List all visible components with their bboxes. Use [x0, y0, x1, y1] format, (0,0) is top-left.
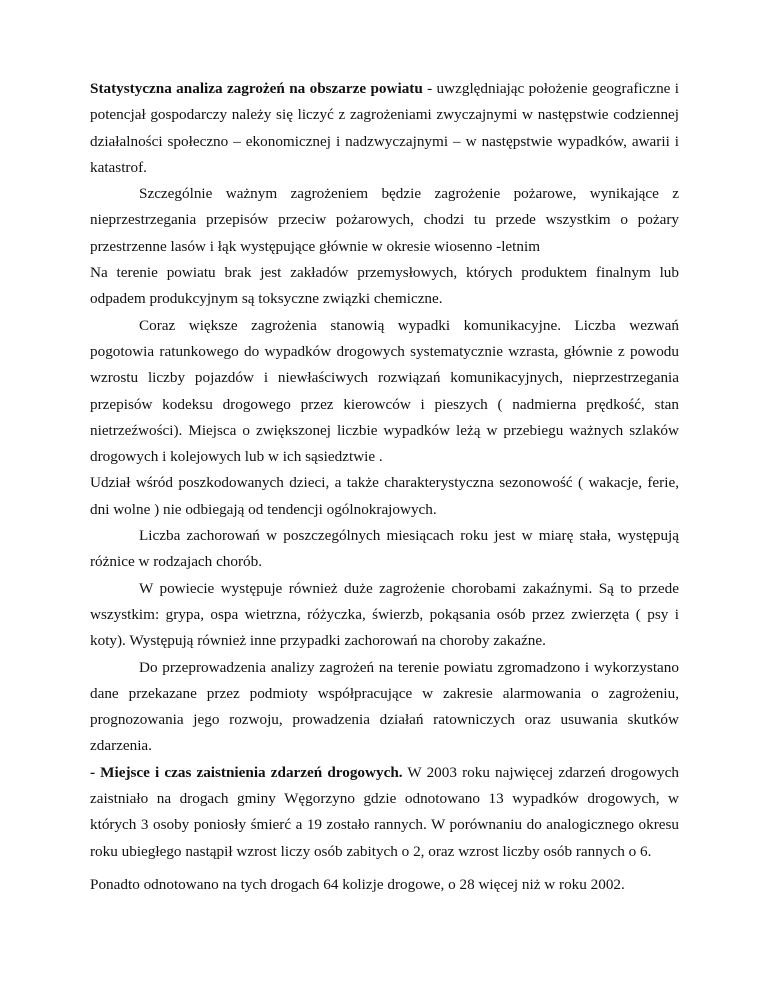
- paragraph-illness-rate: Liczba zachorowań w poszczególnych miesiącach roku jest w miarę stała, występują różnice w rodzajach chorób.: [90, 527, 679, 571]
- paragraph-children-seasonality: Udział wśród poszkodowanych dzieci, a także charakterystyczna sezonowość ( wakacje, ferie, dni wolne ) nie odbiegają od tendencji ogólnokrajowych.: [90, 474, 679, 518]
- section-heading-threat-analysis: Statystyczna analiza zagrożeń na obszarze powiatu: [90, 80, 423, 97]
- paragraph-traffic-accidents: Coraz większe zagrożenia stanowią wypadki komunikacyjne. Liczba wezwań pogotowia ratunkowego do wypadków drogowych systematycznie wzrasta, głównie z powodu wzrostu liczby pojazdów i niewłaściwych rozwiązań komunikacyjnych, nieprzestrzegania przepisów kodeksu drogowego przez kierowców i pieszych ( nadmierna prędkość, stan nietrzeźwości). Miejsca o zwiększonej liczbie wypadków leżą w przebiegu ważnych szlaków drogowych i kolejowych lub w ich sąsiedztwie .: [90, 316, 679, 466]
- paragraph-fire-threat: Szczególnie ważnym zagrożeniem będzie zagrożenie pożarowe, wynikające z nieprzestrzegania przepisów przeciw pożarowych, chodzi tu przede wszystkim o pożary przestrzenne lasów i łąk występujące głównie w okresie wiosenno -letnim: [90, 185, 679, 255]
- paragraph-collisions: Ponadto odnotowano na tych drogach 64 kolizje drogowe, o 28 więcej niż w roku 2002.: [90, 875, 625, 893]
- section-heading-road-events: - Miejsce i czas zaistnienia zdarzeń drogowych.: [90, 763, 403, 781]
- paragraph-intro: [90, 76, 679, 181]
- paragraph-intro-text: - uwzględniając położenie geograficzne i potencjał gospodarczy należy się liczyć z zagrożeniami zwyczajnymi w następstwie codziennej działalności społeczno – ekonomicznej i nadzwyczajnymi – w następstwie wypadków, awarii i katastrof.: [90, 80, 679, 176]
- paragraph-road-events: [90, 760, 679, 865]
- paragraph-data-sources: Do przeprowadzenia analizy zagrożeń na terenie powiatu zgromadzono i wykorzystano dane przekazane przez podmioty współpracujące w zakresie alarmowania o zagrożeniu, prognozowania jego rozwoju, prowadzenia działań ratowniczych oraz usuwania skutków zdarzenia.: [90, 658, 679, 755]
- paragraph-infectious-diseases: W powiecie występuje również duże zagrożenie chorobami zakaźnymi. Są to przede wszystkim: grypa, ospa wietrzna, różyczka, świerzb, pokąsania osób przez zwierzęta ( psy i koty). Występują również inne przypadki zachorowań na choroby zakaźne.: [90, 579, 679, 650]
- document-page: [90, 76, 679, 898]
- paragraph-industrial-plants: Na terenie powiatu brak jest zakładów przemysłowych, których produktem finalnym lub odpadem produkcyjnym są toksyczne związki chemiczne.: [90, 264, 679, 308]
- paragraph-road-events-text: W 2003 roku najwięcej zdarzeń drogowych zaistniało na drogach gminy Węgorzyno gdzie odnotowano 13 wypadków drogowych, w których 3 osoby poniosły śmierć a 19 zostało rannych. W porównaniu do analogicznego okresu roku ubiegłego nastąpił wzrost liczy osób zabitych o 2, oraz wzrost liczby osób rannych o 6.: [90, 763, 679, 860]
